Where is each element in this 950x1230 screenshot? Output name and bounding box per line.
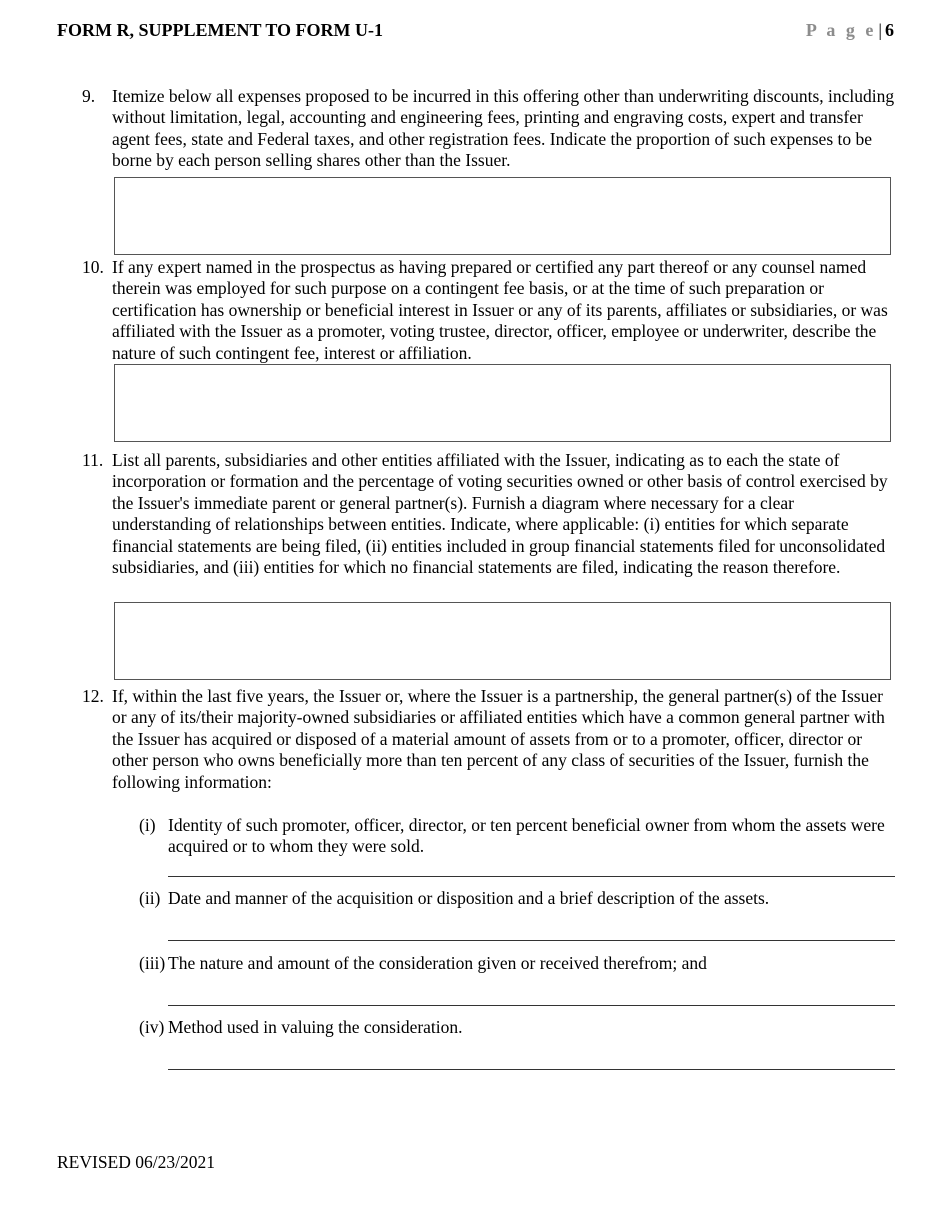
subquestion-number: (iii) xyxy=(139,953,166,973)
subquestion-number: (i) xyxy=(139,815,156,835)
answer-line-i[interactable] xyxy=(168,876,895,877)
question-text: If any expert named in the prospectus as having prepared or certified any part thereof or any counsel named therein was employed for such purpose on a contingent fee basis, or at the time of such preparation or certification has ownership or beneficial interest in Issuer or any of its parents, affiliates or subsidiaries, or was affiliated with the Issuer as a promoter, voting trustee, director, officer, employee or underwriter, describe the nature of such contingent fee, interest or affiliation. xyxy=(112,257,888,363)
question-text: If, within the last five years, the Issuer or, where the Issuer is a partnership, the general partner(s) of the Issuer or any of its/their majority-owned subsidiaries or affiliated entities which have a common general partner with the Issuer has acquired or disposed of a material amount of assets from or to a promoter, officer, director or other person who owns beneficially more than ten percent of any class of securities of the Issuer, furnish the following information: xyxy=(112,686,885,792)
subquestion-text: Identity of such promoter, officer, director, or ten percent beneficial owner from whom the assets were acquired or to whom they were sold. xyxy=(168,815,885,857)
answer-line-iv[interactable] xyxy=(168,1069,895,1070)
answer-box-9[interactable] xyxy=(114,177,891,255)
question-number: 9. xyxy=(82,86,96,106)
subquestion-text: The nature and amount of the consideration given or received therefrom; and xyxy=(168,953,707,973)
page-label: P a g e xyxy=(805,20,877,40)
revision-date: REVISED 06/23/2021 xyxy=(57,1152,215,1172)
page-number-block xyxy=(806,20,894,41)
question-number: 11. xyxy=(82,450,104,470)
page-separator: | xyxy=(878,20,882,40)
question-text: List all parents, subsidiaries and other entities affiliated with the Issuer, indicating as to each the state of incorporation or formation and the percentage of voting securities owned or other basis of control exercised by the Issuer's immediate parent or general partner(s). Furnish a diagram where necessary for a clear understanding of relationships between entities. Indicate, where applicable: (i) entities for which separate financial statements are being filed, (ii) entities included in group financial statements filed for unconsolidated subsidiaries, and (iii) entities for which no financial statements are filed, indicating the reason therefore. xyxy=(112,450,888,578)
answer-box-10[interactable] xyxy=(114,364,891,442)
question-number: 12. xyxy=(82,686,104,706)
answer-line-iii[interactable] xyxy=(168,1005,895,1006)
answer-box-11[interactable] xyxy=(114,602,891,680)
question-number: 10. xyxy=(82,257,104,277)
form-title: FORM R, SUPPLEMENT TO FORM U-1 xyxy=(57,20,384,40)
page-number: 6 xyxy=(885,20,894,40)
subquestion-text: Date and manner of the acquisition or disposition and a brief description of the assets. xyxy=(168,888,770,908)
subquestion-text: Method used in valuing the consideration. xyxy=(168,1017,463,1037)
subquestion-number: (iv) xyxy=(139,1017,165,1037)
subquestion-number: (ii) xyxy=(139,888,161,908)
question-text: Itemize below all expenses proposed to be incurred in this offering other than underwriting discounts, including without limitation, legal, accounting and engineering fees, printing and engraving costs, expert and transfer agent fees, state and Federal taxes, and other registration fees. Indicate the proportion of such expenses to be borne by each person selling shares other than the Issuer. xyxy=(112,86,895,171)
answer-line-ii[interactable] xyxy=(168,940,895,941)
